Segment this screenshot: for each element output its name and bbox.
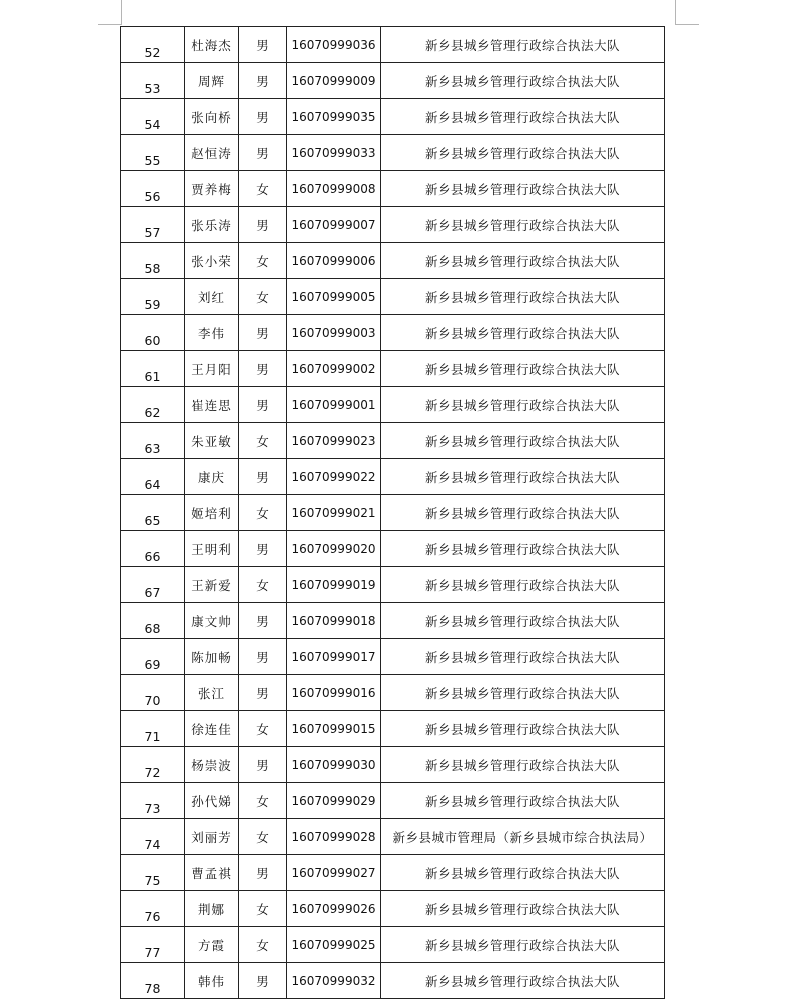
exam-id-cell: 16070999015: [287, 711, 381, 747]
gender-cell: 男: [239, 963, 287, 999]
name-cell: 刘红: [185, 279, 239, 315]
gender-cell: 女: [239, 819, 287, 855]
exam-id-cell: 16070999017: [287, 639, 381, 675]
crop-mark-top-left: [98, 24, 122, 25]
unit-cell: 新乡县城乡管理行政综合执法大队: [381, 315, 665, 351]
exam-id-cell: 16070999021: [287, 495, 381, 531]
exam-id-cell: 16070999003: [287, 315, 381, 351]
name-cell: 赵恒涛: [185, 135, 239, 171]
row-number-cell: 74: [121, 819, 185, 855]
table-row: [121, 27, 665, 63]
row-number-cell: 61: [121, 351, 185, 387]
crop-mark-top-right: [675, 24, 699, 25]
exam-id-cell: 16070999018: [287, 603, 381, 639]
row-number-cell: 75: [121, 855, 185, 891]
gender-cell: 男: [239, 675, 287, 711]
unit-cell: 新乡县城乡管理行政综合执法大队: [381, 711, 665, 747]
name-cell: 康庆: [185, 459, 239, 495]
gender-cell: 男: [239, 855, 287, 891]
exam-id-cell: 16070999001: [287, 387, 381, 423]
table-row: [121, 135, 665, 171]
row-number-cell: 69: [121, 639, 185, 675]
gender-cell: 女: [239, 423, 287, 459]
gender-cell: 女: [239, 567, 287, 603]
row-number-cell: 66: [121, 531, 185, 567]
row-number-cell: 59: [121, 279, 185, 315]
unit-cell: 新乡县城乡管理行政综合执法大队: [381, 243, 665, 279]
unit-cell: 新乡县城乡管理行政综合执法大队: [381, 63, 665, 99]
table-row: [121, 855, 665, 891]
gender-cell: 女: [239, 783, 287, 819]
table-row: [121, 99, 665, 135]
name-cell: 陈加畅: [185, 639, 239, 675]
table-row: [121, 351, 665, 387]
table-row: [121, 963, 665, 999]
row-number-cell: 71: [121, 711, 185, 747]
row-number-cell: 63: [121, 423, 185, 459]
exam-id-cell: 16070999033: [287, 135, 381, 171]
exam-id-cell: 16070999032: [287, 963, 381, 999]
roster-table: [120, 26, 665, 999]
gender-cell: 男: [239, 315, 287, 351]
gender-cell: 女: [239, 495, 287, 531]
name-cell: 张乐涛: [185, 207, 239, 243]
exam-id-cell: 16070999036: [287, 27, 381, 63]
unit-cell: 新乡县城乡管理行政综合执法大队: [381, 351, 665, 387]
unit-cell: 新乡县城乡管理行政综合执法大队: [381, 639, 665, 675]
gender-cell: 男: [239, 603, 287, 639]
table-row: [121, 531, 665, 567]
exam-id-cell: 16070999030: [287, 747, 381, 783]
name-cell: 韩伟: [185, 963, 239, 999]
name-cell: 贾养梅: [185, 171, 239, 207]
gender-cell: 男: [239, 639, 287, 675]
table-row: [121, 567, 665, 603]
gender-cell: 女: [239, 243, 287, 279]
unit-cell: 新乡县城乡管理行政综合执法大队: [381, 423, 665, 459]
gender-cell: 男: [239, 63, 287, 99]
table-row: [121, 927, 665, 963]
table-row: [121, 63, 665, 99]
gender-cell: 男: [239, 351, 287, 387]
unit-cell: 新乡县城乡管理行政综合执法大队: [381, 135, 665, 171]
name-cell: 李伟: [185, 315, 239, 351]
table-row: [121, 279, 665, 315]
unit-cell: 新乡县城乡管理行政综合执法大队: [381, 747, 665, 783]
exam-id-cell: 16070999005: [287, 279, 381, 315]
name-cell: 崔连思: [185, 387, 239, 423]
table-row: [121, 243, 665, 279]
gender-cell: 女: [239, 711, 287, 747]
name-cell: 张江: [185, 675, 239, 711]
gender-cell: 女: [239, 171, 287, 207]
exam-id-cell: 16070999008: [287, 171, 381, 207]
table-row: [121, 495, 665, 531]
name-cell: 徐连佳: [185, 711, 239, 747]
gender-cell: 男: [239, 135, 287, 171]
crop-mark-top-left: [121, 0, 122, 25]
unit-cell: 新乡县城乡管理行政综合执法大队: [381, 603, 665, 639]
row-number-cell: 77: [121, 927, 185, 963]
name-cell: 杨崇波: [185, 747, 239, 783]
exam-id-cell: 16070999027: [287, 855, 381, 891]
unit-cell: 新乡县城市管理局（新乡县城市综合执法局）: [381, 819, 665, 855]
unit-cell: 新乡县城乡管理行政综合执法大队: [381, 495, 665, 531]
table-row: [121, 423, 665, 459]
exam-id-cell: 16070999025: [287, 927, 381, 963]
row-number-cell: 67: [121, 567, 185, 603]
name-cell: 王明利: [185, 531, 239, 567]
table-row: [121, 603, 665, 639]
unit-cell: 新乡县城乡管理行政综合执法大队: [381, 567, 665, 603]
row-number-cell: 54: [121, 99, 185, 135]
name-cell: 姬培利: [185, 495, 239, 531]
row-number-cell: 78: [121, 963, 185, 999]
table-row: [121, 783, 665, 819]
gender-cell: 男: [239, 747, 287, 783]
name-cell: 曹孟祺: [185, 855, 239, 891]
gender-cell: 男: [239, 27, 287, 63]
name-cell: 周辉: [185, 63, 239, 99]
gender-cell: 女: [239, 927, 287, 963]
unit-cell: 新乡县城乡管理行政综合执法大队: [381, 927, 665, 963]
gender-cell: 女: [239, 891, 287, 927]
crop-mark-top-right: [675, 0, 676, 25]
gender-cell: 女: [239, 279, 287, 315]
exam-id-cell: 16070999016: [287, 675, 381, 711]
table-row: [121, 207, 665, 243]
table-row: [121, 891, 665, 927]
name-cell: 孙代娣: [185, 783, 239, 819]
row-number-cell: 52: [121, 27, 185, 63]
row-number-cell: 72: [121, 747, 185, 783]
table-row: [121, 315, 665, 351]
exam-id-cell: 16070999023: [287, 423, 381, 459]
row-number-cell: 55: [121, 135, 185, 171]
unit-cell: 新乡县城乡管理行政综合执法大队: [381, 855, 665, 891]
table-row: [121, 171, 665, 207]
name-cell: 杜海杰: [185, 27, 239, 63]
exam-id-cell: 16070999009: [287, 63, 381, 99]
unit-cell: 新乡县城乡管理行政综合执法大队: [381, 531, 665, 567]
exam-id-cell: 16070999006: [287, 243, 381, 279]
exam-id-cell: 16070999026: [287, 891, 381, 927]
unit-cell: 新乡县城乡管理行政综合执法大队: [381, 675, 665, 711]
table-row: [121, 819, 665, 855]
name-cell: 张向桥: [185, 99, 239, 135]
row-number-cell: 70: [121, 675, 185, 711]
unit-cell: 新乡县城乡管理行政综合执法大队: [381, 27, 665, 63]
name-cell: 王新爱: [185, 567, 239, 603]
exam-id-cell: 16070999002: [287, 351, 381, 387]
row-number-cell: 56: [121, 171, 185, 207]
row-number-cell: 64: [121, 459, 185, 495]
name-cell: 张小荣: [185, 243, 239, 279]
table-row: [121, 747, 665, 783]
unit-cell: 新乡县城乡管理行政综合执法大队: [381, 207, 665, 243]
roster-table-body: [121, 27, 665, 999]
name-cell: 刘丽芳: [185, 819, 239, 855]
row-number-cell: 73: [121, 783, 185, 819]
exam-id-cell: 16070999020: [287, 531, 381, 567]
row-number-cell: 76: [121, 891, 185, 927]
unit-cell: 新乡县城乡管理行政综合执法大队: [381, 459, 665, 495]
exam-id-cell: 16070999019: [287, 567, 381, 603]
unit-cell: 新乡县城乡管理行政综合执法大队: [381, 387, 665, 423]
gender-cell: 男: [239, 531, 287, 567]
gender-cell: 男: [239, 459, 287, 495]
row-number-cell: 53: [121, 63, 185, 99]
table-row: [121, 459, 665, 495]
unit-cell: 新乡县城乡管理行政综合执法大队: [381, 99, 665, 135]
exam-id-cell: 16070999029: [287, 783, 381, 819]
table-row: [121, 711, 665, 747]
name-cell: 朱亚敏: [185, 423, 239, 459]
unit-cell: 新乡县城乡管理行政综合执法大队: [381, 963, 665, 999]
name-cell: 荆娜: [185, 891, 239, 927]
unit-cell: 新乡县城乡管理行政综合执法大队: [381, 279, 665, 315]
row-number-cell: 65: [121, 495, 185, 531]
unit-cell: 新乡县城乡管理行政综合执法大队: [381, 171, 665, 207]
unit-cell: 新乡县城乡管理行政综合执法大队: [381, 783, 665, 819]
name-cell: 方霞: [185, 927, 239, 963]
row-number-cell: 57: [121, 207, 185, 243]
row-number-cell: 60: [121, 315, 185, 351]
name-cell: 王月阳: [185, 351, 239, 387]
row-number-cell: 68: [121, 603, 185, 639]
gender-cell: 男: [239, 207, 287, 243]
exam-id-cell: 16070999028: [287, 819, 381, 855]
row-number-cell: 62: [121, 387, 185, 423]
exam-id-cell: 16070999035: [287, 99, 381, 135]
table-row: [121, 675, 665, 711]
table-row: [121, 387, 665, 423]
exam-id-cell: 16070999022: [287, 459, 381, 495]
exam-id-cell: 16070999007: [287, 207, 381, 243]
unit-cell: 新乡县城乡管理行政综合执法大队: [381, 891, 665, 927]
name-cell: 康文帅: [185, 603, 239, 639]
gender-cell: 男: [239, 387, 287, 423]
gender-cell: 男: [239, 99, 287, 135]
table-row: [121, 639, 665, 675]
row-number-cell: 58: [121, 243, 185, 279]
